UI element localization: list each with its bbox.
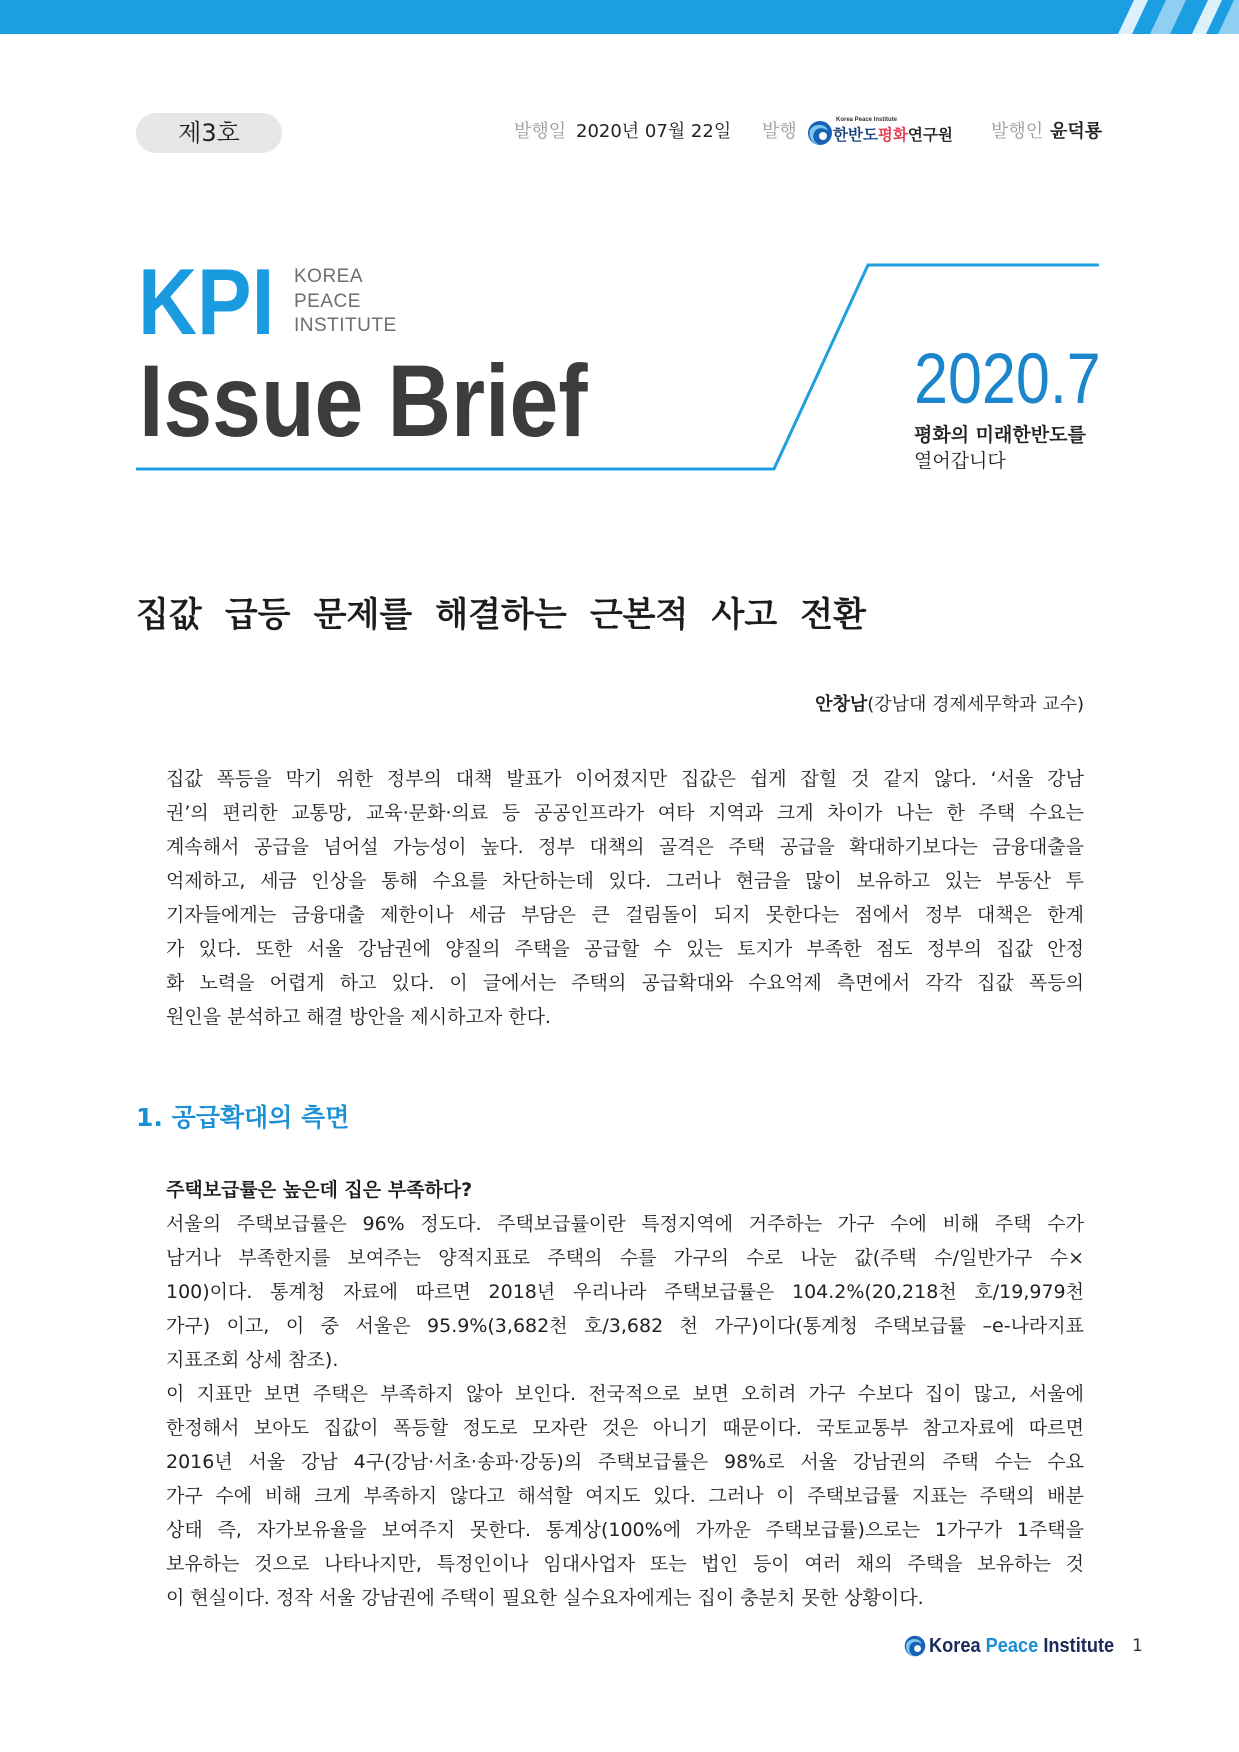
text-line: 이 지표만 보면 주택은 부족하지 않아 보인다. 전국적으로 보면 오히려 가구 수보다 집이 많고, 서울에 [166, 1383, 1084, 1405]
text-line: 한정해서 보아도 집값이 폭등할 정도로 모자란 것은 아니기 때문이다. 국토교통부 참고자료에 따르면 [166, 1417, 1084, 1439]
publish-date-label: 발행일 [514, 121, 567, 142]
text-line: 계속해서 공급을 넘어설 가능성이 높다. 정부 대책의 골격은 주택 공급을 확대하기보다는 금융대출을 [166, 836, 1084, 858]
publisher-person-label: 발행인 [991, 121, 1044, 142]
text-line: 가구) 이고, 이 중 서울은 95.9%(3,682천 호/3,682 천 가구)이다(통계청 주택보급률 –e-나라지표 [166, 1315, 1084, 1337]
text-line: 화 노력을 어렵게 하고 있다. 이 글에서는 주택의 공급확대와 수요억제 측면에서 각각 집값 폭등의 [166, 972, 1084, 994]
publish-date-value: 2020년 07월 22일 [576, 121, 732, 142]
slogan-line-2: 열어갑니다 [914, 450, 1006, 472]
text-line: 원인을 분석하고 해결 방안을 제시하고자 한다. [166, 1006, 551, 1028]
footer-logo-text [929, 1634, 1114, 1658]
text-line: 지표조회 상세 참조). [166, 1349, 339, 1371]
footer-logo-word: Peace [985, 1635, 1039, 1657]
text-line: 상태 즉, 자가보유율을 보여주지 못한다. 통계상(100%에 가까운 주택보급률)으로는 1가구가 1주택을 [166, 1519, 1084, 1541]
section-body [166, 1173, 1084, 1615]
text-line: 집값 폭등을 막기 위한 정부의 대책 발표가 이어졌지만 집값은 쉽게 잡힐 것 같지 않다. ‘서울 강남 [166, 768, 1084, 790]
article-title: 집값 급등 문제를 해결하는 근본적 사고 전환 [136, 595, 866, 635]
footer-logo-word: Institute [1043, 1635, 1115, 1657]
kpi-swirl-logo-icon [903, 1634, 927, 1658]
logo-name-part: 평화 [877, 126, 908, 144]
organization-name-line: INSTITUTE [294, 315, 397, 336]
text-line: 기자들에게는 금융대출 제한이나 세금 부담은 큰 걸림돌이 되지 못한다는 점에서 정부 대책은 한계 [166, 904, 1084, 926]
section-heading: 1. 공급확대의 측면 [136, 1103, 350, 1132]
publisher-label: 발행 [762, 121, 797, 142]
organization-name [294, 265, 397, 339]
publisher-logo-name [833, 125, 953, 145]
text-line: 억제하고, 세금 인상을 통해 수요를 차단하는데 있다. 그러나 현금을 많이 보유하고 있는 부동산 투 [166, 870, 1084, 892]
footer-logo-word: Korea [929, 1635, 981, 1657]
text-line: 서울의 주택보급률은 96% 정도다. 주택보급률이란 특정지역에 거주하는 가구 수에 비해 주택 수가 [166, 1213, 1084, 1235]
kpi-swirl-logo-icon [806, 119, 834, 147]
logo-name-part: 연구원 [907, 126, 953, 144]
edition-date: 2020.7 [914, 340, 1101, 419]
text-line: 100)이다. 통계청 자료에 따르면 2018년 우리나라 주택보급률은 104.2%(20,218천 호/19,979천 [166, 1281, 1084, 1303]
publisher-logo-english: Korea Peace Institute [836, 117, 898, 123]
text-line: 권’의 편리한 교통망, 교육·문화·의료 등 공공인프라가 여타 지역과 크게 차이가 나는 한 주택 수요는 [166, 802, 1084, 824]
logo-name-part: 한반도 [833, 126, 878, 144]
text-line: 가 있다. 또한 서울 강남권에 양질의 주택을 공급할 수 있는 토지가 부족한 점도 정부의 집값 안정 [166, 938, 1084, 960]
text-line: 2016년 서울 강남 4구(강남·서초·송파·강동)의 주택보급률은 98%로 서울 강남권의 주택 수는 수요 [166, 1451, 1084, 1473]
organization-name-line: PEACE [294, 290, 361, 312]
organization-name-line: KOREA [294, 266, 364, 287]
page-number: 1 [1132, 1636, 1143, 1656]
text-line: 이 현실이다. 정작 서울 강남권에 주택이 필요한 실수요자에게는 집이 충분치 못한 상황이다. [166, 1587, 924, 1609]
publisher-person-name: 윤덕룡 [1050, 121, 1103, 142]
text-line: 보유하는 것으로 나타나지만, 특정인이나 임대사업자 또는 법인 등이 여러 채의 주택을 보유하는 것 [166, 1553, 1084, 1575]
slogan-line-1: 평화의 미래한반도를 [914, 424, 1086, 446]
author-name: 안창남 [815, 694, 868, 715]
section-subheading: 주택보급률은 높은데 집은 부족하다? [166, 1179, 473, 1201]
top-accent-bar [0, 0, 1239, 34]
series-title: Issue Brief [139, 344, 588, 458]
author-byline [815, 694, 1084, 716]
author-affiliation: (강남대 경제세무학과 교수) [867, 694, 1084, 715]
intro-paragraph [166, 762, 1084, 1034]
text-line: 남거나 부족한지를 보여주는 양적지표로 주택의 수를 가구의 수로 나눈 값(주택 수/일반가구 수× [166, 1247, 1084, 1269]
text-line: 가구 수에 비해 크게 부족하지 않다고 해석할 여지도 있다. 그러나 이 주택보급률 지표는 주택의 배분 [166, 1485, 1084, 1507]
kpi-acronym: KPI [138, 249, 275, 354]
issue-number-badge: 제3호 [136, 113, 282, 153]
